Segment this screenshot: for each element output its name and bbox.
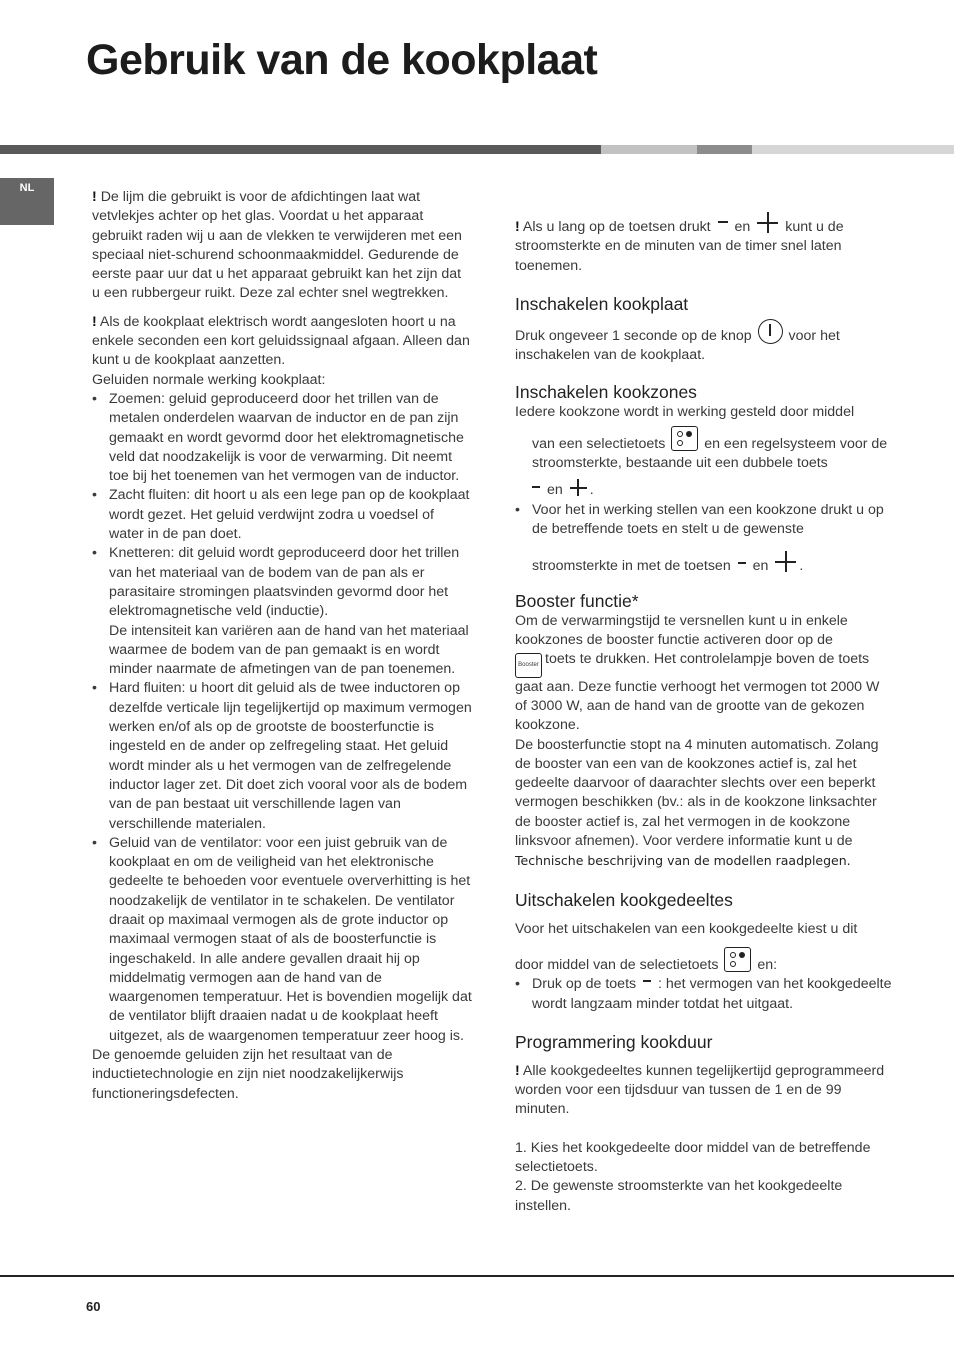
plus-key-icon — [775, 551, 796, 572]
header-bar-light — [601, 145, 697, 154]
heading-inschakelen-kookplaat: Inschakelen kookplaat — [515, 293, 689, 314]
zones-text: van een selectietoets en een regelsysteem voor de stroomsterkte, bestaande uit een dubbele toets — [515, 426, 895, 474]
page-number: 60 — [86, 1299, 101, 1314]
heading-booster-functie: Booster functie* — [515, 590, 639, 611]
power-connect-note: ! Als de kookplaat elektrisch wordt aangesloten hoort u na enkele seconden een kort geluidssignaal afgaan. Alleen dan kunt u de kookplaat aanzetten. — [92, 313, 470, 369]
booster-key-icon: Booster — [515, 653, 542, 678]
list-item: • Hard fluiten: u hoort dit geluid als de twee inductoren op dezelfde verticale lijn tegelijkertijd op maximum vermogen werken en/of als op de grootste de boosterfunctie is ingesteld en de ander op zelfregeling staat. Het geluid wordt minder als u het vermogen van de zelfregelende inductor lager zet. Dit doet zich vooral voor als de bodem van de pan bestaat uit verschillende lagen van verschillende materialen. — [92, 679, 472, 833]
warning-mark: ! — [92, 189, 97, 205]
minus-key-icon — [718, 221, 728, 223]
minus-key-icon — [532, 486, 540, 488]
list-item: • Druk op de toets : het vermogen van het kookgedeelte wordt langzaam minder totdat het uitgaat. — [515, 975, 895, 1014]
language-tab: NL — [0, 178, 54, 225]
warning-mark: ! — [92, 313, 97, 330]
selector-key-icon — [671, 426, 698, 451]
switch-on-text: Druk ongeveer 1 seconde op de knop voor het inschakelen van de kookplaat. — [515, 319, 895, 366]
list-item: • Geluid van de ventilator: voor een juist gebruik van de kookplaat en om de veiligheid van het elektronische gedeelte te behoeden voor eventuele oververhitting is het noodzakelijk de ventilator in te schakelen. De ventilator draait op maximaal vermogen als de grote inductor op maximaal vermogen staat of als de boosterfunctie is ingeschakeld. In alle andere gevallen draait hij op middelmatig vermogen aan de hand van de waargenomen temperatuur. Het is bovendien mogelijk dat de ventilator blijft draaien nadat u de kookplaat heeft uitgezet, als de waargenomen temperatuur zeer hoog is. — [92, 834, 472, 1046]
programming-text: ! Alle kookgedeeltes kunnen tegelijkertijd geprogrammeerd worden voor een tijdsduur van tussen de 1 en de 99 minuten. — [515, 1062, 885, 1118]
right-column — [515, 212, 895, 1216]
header-bar-mid — [697, 145, 752, 154]
minus-key-icon — [643, 980, 651, 982]
minus-key-icon — [738, 562, 746, 564]
noises-closing: De genoemde geluiden zijn het resultaat van de inductietechnologie en zijn niet noodzakelijkerwijs functioneringsdefecten. — [92, 1047, 404, 1102]
heading-inschakelen-kookzones: Inschakelen kookzones — [515, 382, 697, 403]
page-title: Gebruik van de kookplaat — [86, 36, 598, 84]
switch-off-text: door middel van de selectietoets en: — [515, 947, 895, 975]
warning-mark: ! — [515, 219, 520, 235]
zones-keys: en . — [515, 479, 895, 500]
zones-intro: Iedere kookzone wordt in werking gesteld door middel — [515, 404, 855, 421]
noises-intro: Geluiden normale werking kookplaat: — [92, 371, 326, 388]
header-bar-dark — [0, 145, 601, 154]
list-item: • Knetteren: dit geluid wordt geproduceerd door het trillen van het materiaal van de bodem van de pan als er parasitaire stromingen plaatsvinden gevormd door het elektromagnetische veld (inductie). De intensiteit kan variëren aan de hand van het materiaal waarmee de bodem van de pan gemaakt is en wordt minder naarmate de afmetingen van de pan toenemen. — [92, 544, 472, 679]
plus-key-icon — [757, 212, 778, 233]
list-item: • Zoemen: geluid geproduceerd door het trillen van de metalen onderdelen waarvan de inductor en de pan zijn gemaakt en wordt gevormd door het elektromagnetische veld dat noodzakelijk is voor de verwarming. Dit neemt toe bij het toenemen van het vermogen van de inductor. — [92, 390, 472, 486]
power-button-icon — [758, 319, 783, 344]
booster-text: Om de verwarmingstijd te versnellen kunt u in enkele kookzones de booster functie activeren door op de Booster toets te drukken. Het controlelampje boven de toets gaat aan. Deze functie verhoogt het vermogen tot 2000 W of 3000 W, aan de hand van de grootte van de gekozen kookzone. — [515, 612, 880, 734]
selector-key-icon — [724, 947, 751, 972]
long-press-note: ! Als u lang op de toetsen drukt en kunt u de stroomsterkte en de minuten van de timer snel laten toenemen. — [515, 212, 895, 276]
switch-off-intro: Voor het uitschakelen van een kookgedeelte kiest u dit — [515, 920, 858, 937]
footer-rule — [0, 1275, 954, 1277]
booster-details: De boosterfunctie stopt na 4 minuten automatisch. Zolang de booster van een van de kookzones actief is, zal het gedeelte daarvoor of daarachter slechts over een beperkt vermogen beschikken (bv.: als in de kookzone linksachter de booster actief is, zal het vermogen in de kookzone linksvoor afnemen). Voor verdere informatie kunt u de Technische beschrijving van de modellen raadplegen. — [515, 736, 879, 869]
header-bar-pale — [752, 145, 954, 154]
heading-uitschakelen-kookgedeeltes: Uitschakelen kookgedeeltes — [515, 889, 733, 910]
warning-mark: ! — [515, 1062, 520, 1079]
heading-programmering-kookduur: Programmering kookduur — [515, 1031, 713, 1052]
glue-warning: ! De lijm die gebruikt is voor de afdichtingen laat wat vetvlekjes achter op het glas. Voordat u het apparaat gebruikt raden wij u aan de vlekken te verwijderen met een speciaal niet-schurend schoonmaakmiddel. Gedurende de eerste paar uur dat u het apparaat gebruikt kan het zijn dat u een rubbergeur ruikt. Deze zal echter snel wegtrekken. — [92, 189, 462, 302]
plus-key-icon — [570, 479, 587, 496]
programming-step-2: 2. De gewenste stroomsterkte van het kookgedeelte instellen. — [515, 1178, 843, 1214]
noise-list — [92, 390, 472, 1046]
list-item: • Voor het in werking stellen van een kookzone drukt u op de betreffende toets en stelt u de gewenste stroomsterkte in met de toetsen en . — [515, 501, 895, 577]
programming-step-1: 1. Kies het kookgedeelte door middel van de betreffende selectietoets. — [515, 1139, 871, 1175]
zones-list — [515, 501, 895, 577]
left-column — [92, 188, 472, 1104]
list-item: • Zacht fluiten: dit hoort u als een lege pan op de kookplaat wordt gezet. Het geluid verdwijnt zodra u voedsel of water in de pan doet. — [92, 486, 472, 544]
switch-off-list — [515, 975, 895, 1014]
